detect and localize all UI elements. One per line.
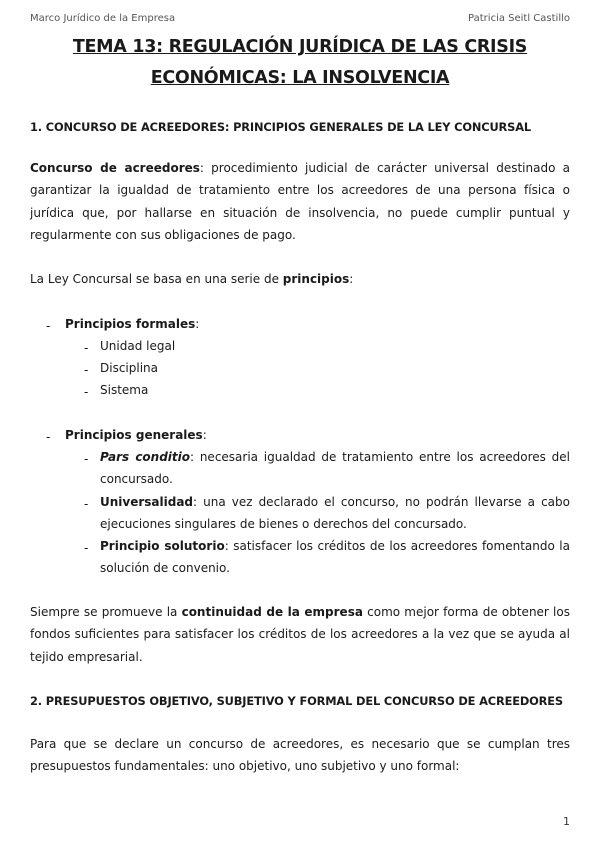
general-item-term: Pars conditio <box>100 450 191 464</box>
page-number: 1 <box>563 815 570 828</box>
formal-colon: : <box>195 317 200 331</box>
general-label-text: Principios generales <box>65 428 203 442</box>
general-item <box>100 446 570 491</box>
bullet-dash: - <box>84 363 89 377</box>
closing-bold: continuidad de la empresa <box>181 605 363 619</box>
section-2-paragraph: Para que se declare un concurso de acreedores, es necesario que se cumplan tres presupuestos fundamentales: uno objetivo, uno subjetivo y uno formal: <box>30 737 570 774</box>
section-2-heading: 2. PRESUPUESTOS OBJETIVO, SUBJETIVO Y FORMAL DEL CONCURSO DE ACREEDORES <box>30 694 563 708</box>
general-item-term: Principio solutorio <box>100 539 225 553</box>
bullet-dash: - <box>84 541 89 555</box>
formal-item: Unidad legal <box>100 339 176 353</box>
general-item-term: Universalidad <box>100 495 194 509</box>
general-item-text: : satisfacer los créditos de los acreedores fomentando la solución de convenio. <box>100 539 570 576</box>
bullet-dash: - <box>84 497 89 511</box>
bullet-dash: - <box>84 452 89 466</box>
intro-text: La Ley Concursal se basa en una serie de <box>30 272 283 286</box>
intro-bold: principios <box>282 272 350 286</box>
general-item <box>100 491 570 536</box>
formal-principles-label <box>65 313 199 335</box>
formal-item: Disciplina <box>100 361 159 375</box>
title-line-1: TEMA 13: REGULACIÓN JURÍDICA DE LAS CRISIS <box>72 37 528 57</box>
definition-paragraph <box>30 157 570 247</box>
bullet-dash: - <box>46 430 51 444</box>
formal-label-text: Principios formales <box>65 317 196 331</box>
closing-paragraph <box>30 601 570 668</box>
general-item <box>100 535 570 580</box>
section-1-heading: 1. CONCURSO DE ACREEDORES: PRINCIPIOS GENERALES DE LA LEY CONCURSAL <box>30 120 531 134</box>
formal-item: Sistema <box>100 383 149 397</box>
bullet-dash: - <box>84 385 89 399</box>
closing-end: como mejor forma de obtener los fondos suficientes para satisfacer los créditos de los acreedores a la vez que se ayuda al tejido empresarial. <box>30 605 570 664</box>
principles-intro <box>30 268 570 290</box>
closing-start: Siempre se promueve la <box>30 605 182 619</box>
bullet-dash: - <box>84 341 89 355</box>
definition-text: : procedimiento judicial de carácter universal destinado a garantizar la igualdad de tratamiento entre los acreedores de una persona física o jurídica que, por hallarse en situación de insolvencia, no puede cumplir puntual y regularmente con sus obligaciones de pago. <box>30 161 570 243</box>
title-line-2: ECONÓMICAS: LA INSOLVENCIA <box>150 68 450 88</box>
header-right: Patricia Seitl Castillo <box>468 13 570 24</box>
document-title <box>30 32 570 94</box>
general-item-text: : una vez declarado el concurso, no podrán llevarse a cabo ejecuciones singulares de bienes o derechos del concursado. <box>100 495 570 532</box>
intro-end: : <box>349 272 354 286</box>
general-principles-label <box>65 424 207 446</box>
general-item-text: : necesaria igualdad de tratamiento entre los acreedores del concursado. <box>100 450 570 487</box>
definition-term: Concurso de acreedores <box>30 161 200 175</box>
header-left: Marco Jurídico de la Empresa <box>30 13 176 24</box>
general-colon: : <box>202 428 207 442</box>
bullet-dash: - <box>46 319 51 333</box>
